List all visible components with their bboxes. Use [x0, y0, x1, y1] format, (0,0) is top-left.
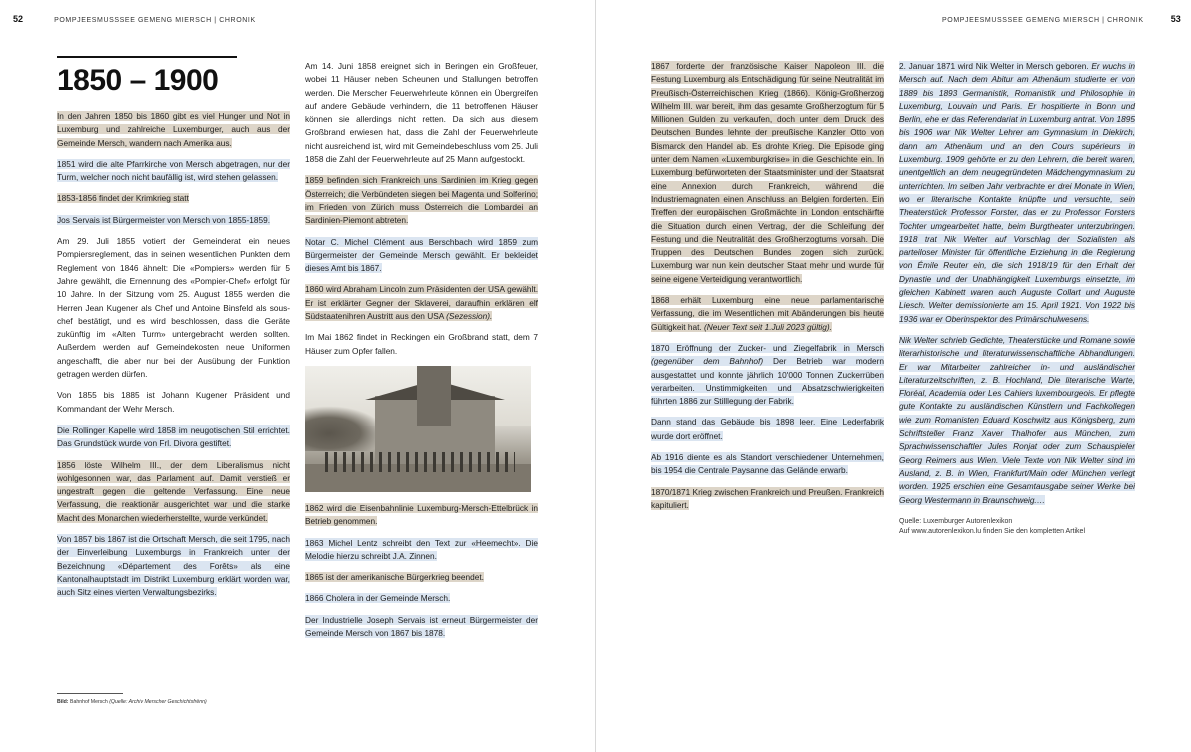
- col3-para-1: 1867 forderte der französische Kaiser Napoleon III. die Festung Luxemburg als Entschädigung für seine Neutralität im Preußisch-Österreichischen Krieg (1866). König-Großherzog Wilhelm III. war bereit, ihm das gesamte Großherzogtum für 5 Millionen Gulden zu verkaufen, doch unter dem Druck des Deutschen Bundes lehnte der preußische Kanzler Otto von Bismarck den Handel ab. Es drohte Krieg. Die Episode ging unter dem Namen «Luxemburgkrise» in die Geschichte ein. In Luxemburg befürworteten der Staatsminister und der Staatsrat eine Annexion durch Frankreich, während die Industriemagnaten einen Anschluss an Belgien forderten. Ein Treffen der europäischen Großmächte in London entschärfte die Situation durch einen Vertrag, der die Schleifung der Festung und die Neutralität des Großherzogtums vorsah. Die Truppen des Deutschen Bundes zogen sich zurück. Luxemburg war nun kein deutscher Staat mehr und wurde für seine eigene Verteidigung verantwortlich.: [651, 61, 884, 284]
- col3-para-5: Ab 1916 diente es als Standort verschiedener Unternehmen, bis 1954 die Centrale Paysanne das Gelände erwarb.: [651, 452, 884, 476]
- page-title: 1850 – 1900: [57, 64, 219, 97]
- col2-para-2: 1859 befinden sich Frankreich uns Sardinien im Krieg gegen Österreich; die Verbündeten siegen bei Magenta und Solferino; im Frieden von Zürich muss Österreich die Lombardei an Sardinien-Piemont abtreten.: [305, 175, 538, 226]
- col1-para-2: 1851 wird die alte Pfarrkirche von Mersch abgetragen, nur der Turm, welcher noch nicht baufällig ist, wird stehen gelassen.: [57, 158, 290, 183]
- col3-para-2: 1868 erhält Luxemburg eine neue parlamentarische Verfassung, die im Wesentlichen mit Abänderungen bis heute Gültigkeit hat. (Neuer Text seit 1.Juli 2023 gültig).: [651, 295, 884, 332]
- column-3: [651, 60, 884, 520]
- col1-para-6: Von 1855 bis 1885 ist Johann Kugener Präsident und Kommandant der Wehr Mersch.: [57, 390, 290, 414]
- footnote-rule: [57, 693, 123, 694]
- col2-para-7: 1863 Michel Lentz schreibt den Text zur «Heemecht». Die Melodie hierzu schreibt J.A. Zinnen.: [305, 537, 538, 561]
- right-page: [596, 0, 1191, 752]
- column-4: [899, 60, 1135, 537]
- right-page-number: 53: [1170, 14, 1181, 24]
- col1-para-7: Die Rollinger Kapelle wird 1858 im neugotischen Stil errichtet. Das Grundstück wurde von Frl. Divora gestiftet.: [57, 424, 290, 449]
- left-running-head: [13, 14, 256, 24]
- col4-para-2: Nik Welter schrieb Gedichte, Theaterstücke und Romane sowie literarhistorische und literaturwissenschaftliche Abhandlungen. Er war Mitarbeiter zahlreicher in- und ausländischer Literaturzeitschriften, z. B. Hochland, Die literarische Warte, Floréal, Academia oder Les Cahiers luxembourgeois. Er pflegte gute Kontakte zu ausländischen Künstlern und Fachkollegen wie zum Romanisten Eduard Koschwitz aus Königsberg, zum Schriftsteller Franz Xaver Thalhofer aus München, zum Sprachwissenschaftler Jules Ronjat oder zum Schauspieler Georg Reimers aus Wien. Viele Texte von Nik Welter sind im Ausland, z. B. in Wien, Frankfurt/Main oder München verlegt worden. 1925 erschien eine Gesamtausgabe seiner Werke bei Georg Westermann in Braunschweig.…: [899, 334, 1135, 505]
- col2-para-4: 1860 wird Abraham Lincoln zum Präsidenten der USA gewählt. Er ist erklärter Gegner der Sklaverei, daraufhin erklären elf Südstaatenihren Austritt aus den USA (Sezession).: [305, 284, 538, 322]
- left-header-text: POMPJEESMUSSSEE GEMENG MIERSCH | CHRONIK: [54, 17, 256, 24]
- col3-para-6: 1870/1871 Krieg zwischen Frankreich und Preußen. Frankreich kapituliert.: [651, 486, 884, 510]
- col2-para-3: Notar C. Michel Clément aus Berschbach wird 1859 zum Bürgermeister der Gemeinde Mersch gewählt. Er bekleidet dieses Amt bis 1867.: [305, 236, 538, 274]
- col1-para-5: Am 29. Juli 1855 votiert der Gemeinderat ein neues Pompiersreglement, das in seinen wesentlichen Punkten dem Reglement von 1846 ähnelt: Die «Pompiers» werden für 5 Jahre gewählt, die Ernennung des «Pompier-Chef» erfolgt für 10 Jahre. In der Sitzung vom 25. August 1855 werden die Herren Jean Kugener als Chef und Antoine Binsfeld als sous-chef bestätigt, und es wird beschlossen, dass die Geräte zukünftig im «Alten Turm» untergebracht werden sollten. Außerdem werden auf Gemeindekosten neue Uniformen angeschafft, die aber nur bei der Ausübung der Funktion getragen werden dürfen.: [57, 236, 290, 380]
- right-header-text: POMPJEESMUSSSEE GEMENG MIERSCH | CHRONIK: [942, 17, 1144, 24]
- source-note: Quelle: Luxemburger Autorenlexikon Auf www.autorenlexikon.lu finden Sie den kompletten Artikel: [899, 517, 1085, 535]
- col3-para-4: Dann stand das Gebäude bis 1898 leer. Eine Lederfabrik wurde dort eröffnet.: [651, 417, 884, 441]
- right-running-head: [942, 14, 1181, 24]
- col2-para-10: Der Industrielle Joseph Servais ist erneut Bürgermeister der Gemeinde Mersch von 1867 bis 1878.: [305, 614, 538, 639]
- col1-para-9: Von 1857 bis 1867 ist die Ortschaft Mersch, die seit 1795, nach der Einverleibung Luxemburgs in Frankreich unter der Bezeichnung «Département des Forêts» als eine Kantonalhauptstadt im Distrikt Luxemburg erklärt worden war, auch Sitz eines vierten Verwaltungsbezirks.: [57, 534, 290, 598]
- station-photo: [305, 366, 531, 492]
- col2-para-1: Am 14. Juni 1858 ereignet sich in Beringen ein Großfeuer, wobei 11 Häuser neben Scheunen und Stallungen betroffen werden. Die Merscher Feuerwehrleute können ein Übergreifen auf andere Gebäude verhindern, die 11 betroffenen Häuser können sie allerdings nicht retten. Da sich aus diesem Großbrand erwiesen hat, dass die Zahl der Feuerwehrleute nicht ausreichend ist, wird mit Gemeindebeschluss vom 25. Juli 1858 die Zahl der Feuerwehrleute auf 25 Mann aufgestockt.: [305, 61, 538, 165]
- col4-para-1: 2. Januar 1871 wird Nik Welter in Mersch geboren. Er wuchs in Mersch auf. Nach dem Abitur am Athenäum studierte er von 1889 bis 1893 Germanistik, Romanistik und Philosophie in Luxemburg, Louvain und Paris. Er hospitierte in Bonn und Berlin, ehe er das Referendariat in Luxemburg antrat. Von 1895 bis 1906 war Nik Welter Lehrer am Gymnasium in Diekirch, dann am Athenäum und an den Cours supérieurs in Luxemburg. 1909 gehörte er zu den Lehrern, die bereit waren, unentgeltlich an dem neugegründeten Mädchengymnasium zu unterrichten. Im selben Jahr verbrachte er drei Monate in Wien, wo er literarische Kontakte knüpfte und versuchte, sein Theaterstück Professor Forster, das er zu Professor Forsters Tochter umgearbeitet hatte, beim Burgtheater unterzubringen. 1918 trat Nik Welter auf Vorschlag der Sozialisten als parteiloser Minister für öffentliche Erziehung in die Regierung von Émile Reuter ein, die sich 1918/19 für den Erhalt der Dynastie und der Unabhängigkeit Luxemburgs einsetzte, im gleichen Kabinett waren auch Auguste Collart und Auguste Liesch. Welter demissionierte am 15. April 1921. Von 1922 bis 1936 war er Oberinspektor des Primärschulwesens.: [899, 61, 1135, 324]
- col3-para-3: 1870 Eröffnung der Zucker- und Ziegelfabrik in Mersch (gegenüber dem Bahnhof) Der Betrieb war modern ausgestattet und konnte jährlich 10'000 Tonnen Zuckerrüben verarbeiten. Unstimmigkeiten und Absatzschwierigkeiten führten 1886 zur Stilllegung der Fabrik.: [651, 342, 884, 407]
- title-rule: [57, 56, 237, 58]
- photo-caption: Bild: Bahnhof Mersch (Quelle: Archiv Merscher Geschichtsfrënn): [57, 699, 207, 705]
- column-1: [57, 110, 290, 608]
- col1-para-3: 1853-1856 findet der Krimkrieg statt: [57, 193, 189, 204]
- col2-para-5: Im Mai 1862 findet in Reckingen ein Großbrand statt, dem 7 Häuser zum Opfer fallen.: [305, 332, 538, 356]
- left-page: [0, 0, 595, 752]
- col2-para-6: 1862 wird die Eisenbahnlinie Luxemburg-Mersch-Ettelbrück in Betrieb genommen.: [305, 502, 538, 527]
- column-2: [305, 60, 538, 648]
- col1-para-4: Jos Servais ist Bürgermeister von Mersch von 1855-1859.: [57, 214, 271, 225]
- left-page-number: 52: [13, 14, 24, 24]
- col2-para-9: 1866 Cholera in der Gemeinde Mersch.: [305, 593, 451, 604]
- col2-para-8: 1865 ist der amerikanische Bürgerkrieg beendet.: [305, 572, 484, 583]
- col1-para-1: In den Jahren 1850 bis 1860 gibt es viel Hunger und Not in Luxemburg und zahlreiche Luxemburger, auch aus der Gemeinde Mersch, wandern nach Amerika aus.: [57, 111, 290, 148]
- col1-para-8: 1856 löste Wilhelm III., der dem Liberalismus nicht wohlgesonnen war, das Parlament auf. Damit verstieß er ungestraft gegen die geltende Verfassung. Eine neue Verfassung, die reaktionär ausgerichtet war und die starke Macht des Monarchen wiederherstellte, wurde verkündet.: [57, 459, 290, 523]
